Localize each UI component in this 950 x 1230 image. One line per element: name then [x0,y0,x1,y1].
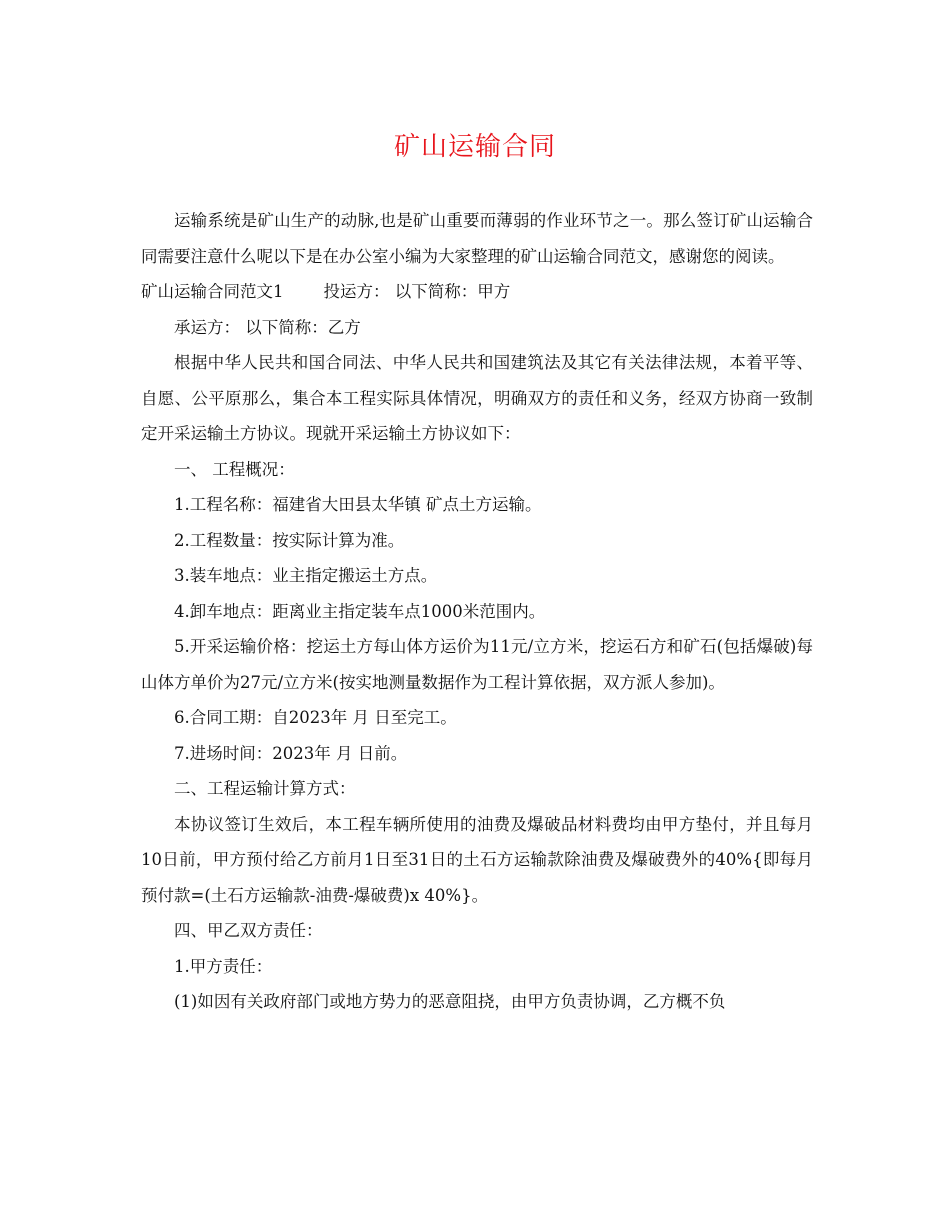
document-title: 矿山运输合同 [393,132,556,162]
intro-paragraph: 运输系统是矿山生产的动脉,也是矿山重要而薄弱的作业环节之一。那么签订矿山运输合同需要注意什么呢以下是在办公室小编为大家整理的矿山运输合同范文，感谢您的阅读。 [141,211,813,266]
list-item: 6.合同工期：自2023年 月 日至完工。 [174,708,457,727]
list-item: 1.工程名称：福建省大田县太华镇 矿点土方运输。 [174,495,542,514]
list-item: 4.卸车地点：距离业主指定装车点1000米范围内。 [174,601,546,621]
consignor-line: 投运方： 以下简称：甲方 [323,282,511,301]
list-item: 3.装车地点：业主指定搬运土方点。 [174,566,438,585]
section-heading: 四、甲乙双方责任： [174,921,323,940]
list-item: 5.开采运输价格：挖运土方每山体方运价为11元/立方米，挖运石方和矿石(包括爆破)每山体方单价为27元/立方米(按实地测量数据作为工程计算依据，双方派人参加)。 [141,637,813,692]
basis-paragraph: 根据中华人民共和国合同法、中华人民共和国建筑法及其它有关法律法规，本着平等、自愿、公平原那么，集合本工程实际具体情况，明确双方的责任和义务，经双方协商一致制定开采运输土方协议。现就开采运输土方协议如下： [141,353,813,443]
sample-heading-line [141,274,813,310]
list-item: (1)如因有关政府部门或地方势力的恶意阻挠，由甲方负责协调，乙方概不负 [174,992,726,1011]
list-item: 7.进场时间：2023年 月 日前。 [174,743,408,763]
section-heading: 一、 工程概况： [174,459,295,479]
carrier-line: 承运方： 以下简称：乙方 [174,317,361,337]
document-body [141,203,813,1020]
list-item: 2.工程数量：按实际计算为准。 [174,530,405,550]
sample-heading: 矿山运输合同范文1 [141,282,284,301]
subsection-heading: 1.甲方责任： [174,956,273,976]
payment-paragraph: 本协议签订生效后，本工程车辆所使用的油费及爆破品材料费均由甲方垫付，并且每月10日前，甲方预付给乙方前月1日至31日的土石方运输款除油费及爆破费外的40%{即每月预付款=(土石方运输款-油费-爆破费)x 40%}。 [141,814,813,905]
section-heading: 二、工程运输计算方式： [174,779,356,798]
